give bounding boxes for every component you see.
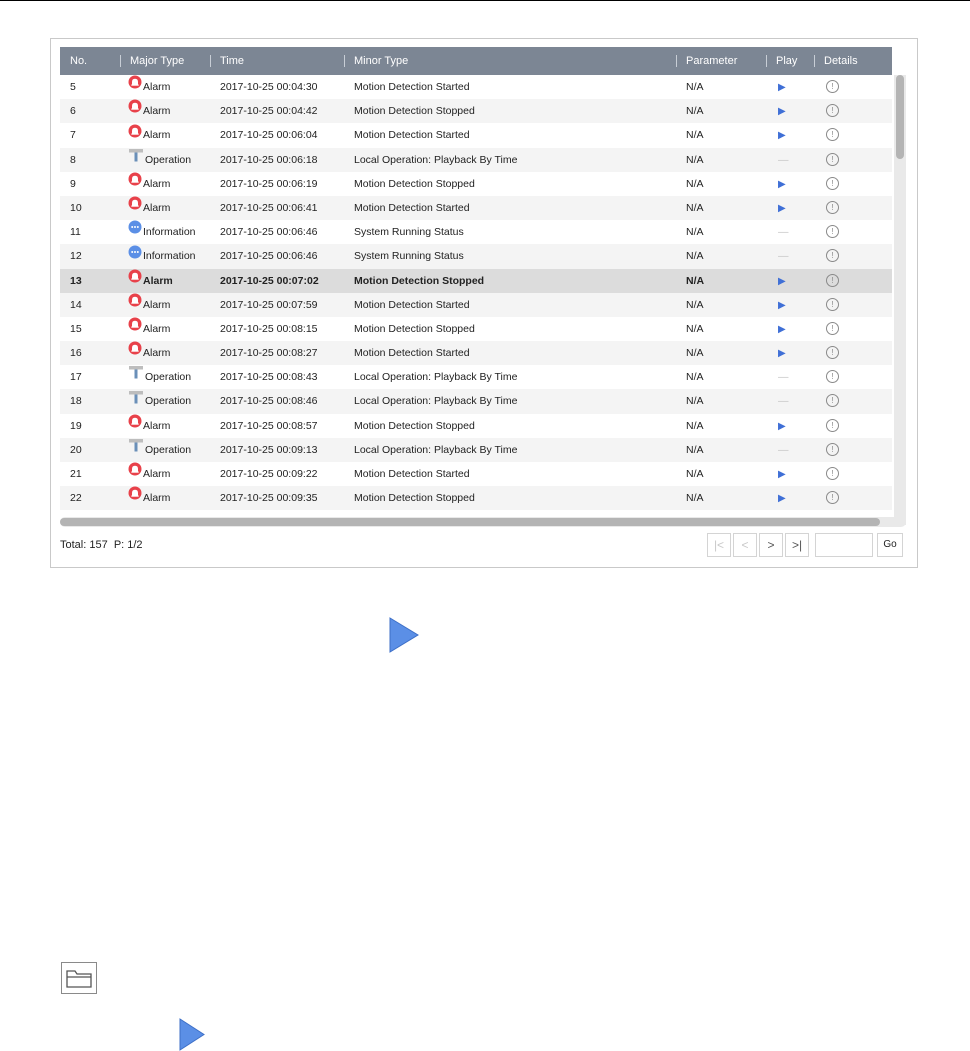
row-major-type xyxy=(120,99,210,123)
details-button[interactable] xyxy=(814,244,892,268)
play-icon: ▶ xyxy=(778,130,786,142)
play-button[interactable] xyxy=(766,75,814,99)
details-button[interactable] xyxy=(814,438,892,462)
play-icon xyxy=(389,617,419,653)
row-minor-type: System Running Status xyxy=(354,250,464,263)
table-row[interactable] xyxy=(60,99,892,123)
details-button[interactable] xyxy=(814,148,892,172)
row-time: 2017-10-25 00:08:15 xyxy=(220,322,318,335)
major-type-label: Operation xyxy=(145,371,192,384)
info-icon: ! xyxy=(826,467,839,480)
major-type-label: Information xyxy=(143,226,196,239)
row-time: 2017-10-25 00:09:22 xyxy=(220,468,318,480)
row-minor-type: Motion Detection Stopped xyxy=(354,492,475,505)
row-major-type xyxy=(120,75,210,99)
horizontal-scroll-thumb[interactable] xyxy=(60,518,880,526)
table-row[interactable] xyxy=(60,123,892,147)
play-button[interactable] xyxy=(766,317,814,341)
operation-icon xyxy=(128,147,144,171)
major-type-label: Alarm xyxy=(143,177,171,190)
dash-icon: — xyxy=(778,395,789,408)
play-disabled xyxy=(766,389,814,413)
info-icon: ! xyxy=(826,104,839,117)
prev-page-icon: < xyxy=(741,538,749,552)
table-header xyxy=(60,47,892,75)
play-disabled xyxy=(766,148,814,172)
info-icon: ! xyxy=(826,394,839,407)
log-table xyxy=(60,47,906,525)
row-number: 10 xyxy=(70,201,82,214)
alarm-icon xyxy=(128,98,142,122)
alarm-icon xyxy=(128,292,142,316)
row-time: 2017-10-25 00:07:59 xyxy=(220,298,318,311)
table-row[interactable] xyxy=(60,269,892,293)
row-major-type xyxy=(120,414,210,438)
row-time: 2017-10-25 00:04:42 xyxy=(220,105,318,118)
total-pages-label: Total: 157 P: 1/2 xyxy=(60,539,143,551)
info-icon: ! xyxy=(826,177,839,190)
table-row[interactable] xyxy=(60,293,892,317)
row-number: 17 xyxy=(70,371,82,384)
row-parameter: N/A xyxy=(686,468,704,480)
table-row[interactable] xyxy=(60,196,892,220)
major-type-label: Alarm xyxy=(143,201,171,214)
row-major-type xyxy=(120,244,210,268)
row-major-type xyxy=(120,438,210,462)
page-number-input[interactable] xyxy=(815,533,873,557)
play-button[interactable] xyxy=(766,414,814,438)
row-parameter: N/A xyxy=(686,129,704,142)
info-icon: ! xyxy=(826,225,839,238)
alarm-icon xyxy=(128,485,142,509)
play-icon: ▶ xyxy=(778,202,786,214)
row-parameter: N/A xyxy=(686,347,704,360)
play-icon: ▶ xyxy=(778,348,786,360)
row-major-type xyxy=(120,220,210,244)
row-parameter: N/A xyxy=(686,419,704,432)
row-major-type xyxy=(120,172,210,196)
major-type-label: Alarm xyxy=(143,468,171,480)
top-rule xyxy=(0,0,970,1)
row-time: 2017-10-25 00:08:27 xyxy=(220,347,318,360)
major-type-label: Operation xyxy=(145,153,192,166)
alarm-icon xyxy=(128,461,142,485)
row-minor-type: Motion Detection Started xyxy=(354,81,470,93)
row-major-type xyxy=(120,148,210,172)
table-row[interactable] xyxy=(60,172,892,196)
col-header-details[interactable]: Details xyxy=(814,47,892,75)
details-button[interactable] xyxy=(814,220,892,244)
play-icon: ▶ xyxy=(778,420,786,432)
row-number: 7 xyxy=(70,129,76,142)
row-number: 19 xyxy=(70,419,82,432)
row-minor-type: Motion Detection Started xyxy=(354,129,470,142)
row-minor-type: Motion Detection Started xyxy=(354,468,470,480)
play-icon: ▶ xyxy=(778,323,786,335)
row-minor-type: Motion Detection Stopped xyxy=(354,419,475,432)
details-button[interactable] xyxy=(814,341,892,365)
row-time: 2017-10-25 00:09:13 xyxy=(220,443,318,456)
info-icon: ! xyxy=(826,201,839,214)
play-icon xyxy=(179,1018,205,1051)
row-number: 13 xyxy=(70,274,82,287)
play-icon: ▶ xyxy=(778,82,786,93)
row-major-type xyxy=(120,293,210,317)
info-icon: ! xyxy=(826,346,839,359)
row-parameter: N/A xyxy=(686,274,705,287)
major-type-label: Alarm xyxy=(143,492,171,505)
info-icon: ! xyxy=(826,370,839,383)
table-row[interactable] xyxy=(60,220,892,244)
col-header-minor-type[interactable]: Minor Type xyxy=(344,47,676,75)
alarm-icon xyxy=(128,74,142,98)
row-minor-type: Motion Detection Stopped xyxy=(354,105,475,118)
row-number: 6 xyxy=(70,105,76,118)
row-number: 9 xyxy=(70,177,76,190)
play-disabled xyxy=(766,365,814,389)
details-button[interactable] xyxy=(814,414,892,438)
row-number: 18 xyxy=(70,395,82,408)
major-type-label: Alarm xyxy=(143,105,171,118)
details-button[interactable] xyxy=(814,75,892,99)
row-number: 15 xyxy=(70,322,82,335)
dash-icon: — xyxy=(778,371,789,384)
row-parameter: N/A xyxy=(686,443,704,456)
prev-page-button[interactable] xyxy=(733,533,757,557)
table-row[interactable] xyxy=(60,389,892,413)
row-parameter: N/A xyxy=(686,371,704,384)
details-button[interactable] xyxy=(814,317,892,341)
row-parameter: N/A xyxy=(686,201,704,214)
row-major-type xyxy=(120,269,210,293)
operation-icon xyxy=(128,437,144,461)
details-button[interactable] xyxy=(814,462,892,486)
major-type-label: Alarm xyxy=(143,81,171,93)
next-page-icon: > xyxy=(767,538,775,552)
row-minor-type: Local Operation: Playback By Time xyxy=(354,371,518,384)
horizontal-scrollbar[interactable] xyxy=(60,517,906,527)
row-number: 5 xyxy=(70,81,76,93)
major-type-label: Operation xyxy=(145,395,192,408)
play-icon: ▶ xyxy=(778,299,786,311)
play-button[interactable] xyxy=(766,486,814,510)
play-button[interactable] xyxy=(766,172,814,196)
table-row[interactable] xyxy=(60,414,892,438)
folder-icon xyxy=(61,962,97,994)
major-type-label: Alarm xyxy=(143,129,171,142)
alarm-icon xyxy=(128,268,142,292)
row-parameter: N/A xyxy=(686,226,704,239)
play-icon: ▶ xyxy=(778,275,786,287)
dash-icon: — xyxy=(778,250,789,263)
log-panel xyxy=(50,38,918,568)
play-icon: ▶ xyxy=(778,469,786,480)
row-time: 2017-10-25 00:06:18 xyxy=(220,153,318,166)
row-parameter: N/A xyxy=(686,153,704,166)
row-minor-type: Motion Detection Started xyxy=(354,347,470,360)
play-disabled xyxy=(766,220,814,244)
table-row[interactable] xyxy=(60,341,892,365)
table-body xyxy=(60,75,892,510)
row-major-type xyxy=(120,462,210,486)
play-icon: ▶ xyxy=(778,178,786,190)
row-minor-type: Motion Detection Stopped xyxy=(354,274,485,287)
alarm-icon xyxy=(128,195,142,219)
alarm-icon xyxy=(128,316,142,340)
row-number: 20 xyxy=(70,443,82,456)
info-icon: ! xyxy=(826,491,839,504)
row-parameter: N/A xyxy=(686,81,704,93)
row-time: 2017-10-25 00:09:35 xyxy=(220,492,318,505)
dash-icon: — xyxy=(778,443,789,456)
major-type-label: Alarm xyxy=(143,298,171,311)
details-button[interactable] xyxy=(814,389,892,413)
play-button[interactable] xyxy=(766,341,814,365)
row-minor-type: System Running Status xyxy=(354,226,464,239)
table-row[interactable] xyxy=(60,365,892,389)
row-time: 2017-10-25 00:06:46 xyxy=(220,250,318,263)
play-button[interactable] xyxy=(766,123,814,147)
row-number: 16 xyxy=(70,347,82,360)
row-number: 21 xyxy=(70,468,82,480)
row-major-type xyxy=(120,389,210,413)
table-row[interactable] xyxy=(60,438,892,462)
info-icon: ! xyxy=(826,298,839,311)
play-button[interactable] xyxy=(766,196,814,220)
info-icon: ! xyxy=(826,249,839,262)
play-disabled xyxy=(766,244,814,268)
details-button[interactable] xyxy=(814,365,892,389)
row-time: 2017-10-25 00:07:02 xyxy=(220,274,319,287)
go-button[interactable]: Go xyxy=(877,533,903,557)
row-minor-type: Local Operation: Playback By Time xyxy=(354,443,518,456)
row-number: 11 xyxy=(70,226,81,239)
row-number: 8 xyxy=(70,153,76,166)
row-major-type xyxy=(120,365,210,389)
play-button[interactable] xyxy=(766,293,814,317)
details-button[interactable] xyxy=(814,172,892,196)
row-major-type xyxy=(120,486,210,510)
row-major-type xyxy=(120,196,210,220)
col-header-no[interactable]: No. xyxy=(70,55,88,67)
last-page-icon: >| xyxy=(791,538,803,552)
row-minor-type: Motion Detection Stopped xyxy=(354,322,475,335)
major-type-label: Alarm xyxy=(143,419,171,432)
row-parameter: N/A xyxy=(686,105,704,118)
row-parameter: N/A xyxy=(686,250,704,263)
last-page-button[interactable] xyxy=(785,533,809,557)
major-type-label: Alarm xyxy=(143,322,171,335)
row-time: 2017-10-25 00:06:46 xyxy=(220,226,318,239)
major-type-label: Alarm xyxy=(143,347,171,360)
row-number: 22 xyxy=(70,492,82,505)
row-minor-type: Local Operation: Playback By Time xyxy=(354,153,518,166)
details-button[interactable] xyxy=(814,486,892,510)
alarm-icon xyxy=(128,340,142,364)
info-icon: ! xyxy=(826,128,839,141)
row-time: 2017-10-25 00:04:30 xyxy=(220,81,318,93)
info-icon: ! xyxy=(826,274,839,287)
row-parameter: N/A xyxy=(686,298,704,311)
operation-icon xyxy=(128,389,144,413)
row-parameter: N/A xyxy=(686,395,704,408)
details-button[interactable] xyxy=(814,123,892,147)
alarm-icon xyxy=(128,171,142,195)
dash-icon: — xyxy=(778,226,789,239)
play-disabled xyxy=(766,438,814,462)
table-row[interactable] xyxy=(60,244,892,268)
row-minor-type: Motion Detection Started xyxy=(354,298,470,311)
table-row[interactable] xyxy=(60,462,892,486)
information-icon xyxy=(128,244,142,268)
details-button[interactable] xyxy=(814,269,892,293)
row-parameter: N/A xyxy=(686,322,704,335)
info-icon: ! xyxy=(826,322,839,335)
row-number: 12 xyxy=(70,250,82,263)
next-page-button[interactable] xyxy=(759,533,783,557)
vertical-scroll-thumb[interactable] xyxy=(896,75,904,159)
col-header-parameter[interactable]: Parameter xyxy=(676,47,766,75)
row-major-type xyxy=(120,317,210,341)
alarm-icon xyxy=(128,413,142,437)
row-major-type xyxy=(120,341,210,365)
details-button[interactable] xyxy=(814,99,892,123)
first-page-icon: |< xyxy=(713,538,725,552)
major-type-label: Information xyxy=(143,250,196,263)
first-page-button[interactable] xyxy=(707,533,731,557)
vertical-scrollbar[interactable] xyxy=(894,75,906,525)
major-type-label: Operation xyxy=(145,443,192,456)
col-header-time[interactable]: Time xyxy=(210,47,344,75)
row-time: 2017-10-25 00:06:04 xyxy=(220,129,318,142)
details-button[interactable] xyxy=(814,293,892,317)
row-minor-type: Motion Detection Started xyxy=(354,201,470,214)
col-header-major-type[interactable]: Major Type xyxy=(120,47,210,75)
row-minor-type: Local Operation: Playback By Time xyxy=(354,395,518,408)
play-button[interactable] xyxy=(766,269,814,293)
play-icon: ▶ xyxy=(778,106,786,118)
dash-icon: — xyxy=(778,153,789,166)
info-icon: ! xyxy=(826,419,839,432)
row-minor-type: Motion Detection Stopped xyxy=(354,177,475,190)
table-row[interactable] xyxy=(60,317,892,341)
row-number: 14 xyxy=(70,298,82,311)
major-type-label: Alarm xyxy=(143,274,173,287)
row-time: 2017-10-25 00:08:43 xyxy=(220,371,318,384)
col-header-play[interactable]: Play xyxy=(766,47,814,75)
info-icon: ! xyxy=(826,153,839,166)
row-parameter: N/A xyxy=(686,177,704,190)
table-row[interactable] xyxy=(60,75,892,99)
play-button[interactable] xyxy=(766,462,814,486)
info-icon: ! xyxy=(826,80,839,93)
row-time: 2017-10-25 00:06:41 xyxy=(220,201,318,214)
play-icon: ▶ xyxy=(778,493,786,505)
row-time: 2017-10-25 00:08:57 xyxy=(220,419,318,432)
alarm-icon xyxy=(128,123,142,147)
information-icon xyxy=(128,219,142,243)
table-row[interactable] xyxy=(60,486,892,510)
row-parameter: N/A xyxy=(686,492,704,505)
info-icon: ! xyxy=(826,443,839,456)
play-button[interactable] xyxy=(766,99,814,123)
details-button[interactable] xyxy=(814,196,892,220)
row-major-type xyxy=(120,123,210,147)
table-row[interactable] xyxy=(60,148,892,172)
operation-icon xyxy=(128,364,144,388)
row-time: 2017-10-25 00:08:46 xyxy=(220,395,318,408)
row-time: 2017-10-25 00:06:19 xyxy=(220,177,318,190)
